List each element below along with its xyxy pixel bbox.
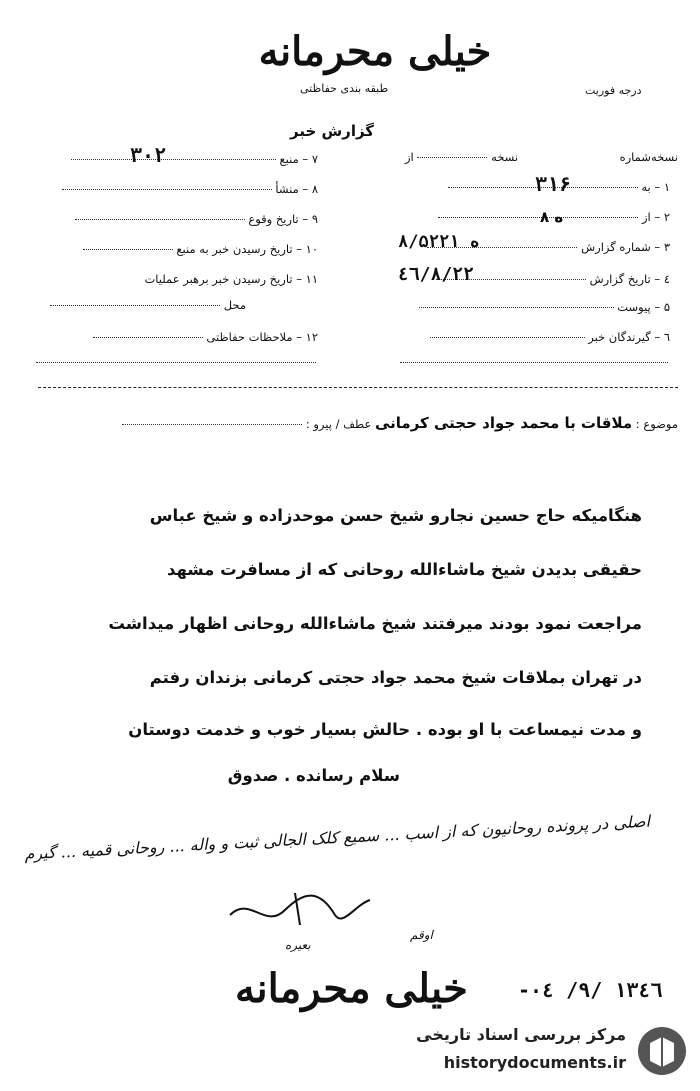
field-6: ٦ – گیرندگان خبر [395,330,670,344]
field-4: ٤ – تاریخ گزارش [395,272,670,286]
signature-mark-1: اوقم [410,928,433,942]
field-1: ۱ – به [395,180,670,194]
watermark-url: historydocuments.ir [443,1053,626,1072]
subject-row [122,414,678,432]
classification-label: طبقه بندی حفاظتی [300,82,389,95]
body-line-5: و مدت نیمساعت با او بوده . حالش بسیار خوب و خدمت دوستان [128,720,642,739]
field-8: ۸ – منشأ [36,182,318,196]
field-3-value: ۸/۵۲۲۱ ه [398,232,480,252]
watermark [398,1023,688,1081]
field-7: ۷ – منبع [36,152,318,166]
field-2: ۲ – از [395,210,670,224]
field-1-value: ۳۱۶ [535,172,572,196]
field-11: ۱۱ – تاریخ رسیدن خبر برهبر عملیات [144,272,318,286]
field-12: ۱۲ – ملاحظات حفاظتی [36,330,318,344]
body-line-6: سلام رسانده . صدوق [227,766,400,785]
field-7-value: ۳۰۲ [130,143,167,167]
copynumber-label: نسخه‌شماره [619,150,678,164]
body-line-4: در تهران بملاقات شیخ محمد جواد حجتی کرمانی بزندان رفتم [149,668,642,687]
body-line-2: حقیقی بدیدن شیخ ماشاءالله روحانی که از مسافرت مشهد [166,560,642,579]
footer-date: -۰٤ /۹/ ۱۳٤٦ [518,978,663,1002]
report-title: گزارش خبر [290,122,375,140]
from-label: از [405,150,414,164]
subject-label: موضوع : [635,417,678,431]
field-6-extra-line [400,362,668,363]
archive-logo-icon [636,1025,688,1077]
reference-label: عطف / پیرو : [305,417,372,431]
field-3: ۳ – شماره گزارش [395,240,670,254]
body-line-1: هنگامیکه حاج حسین نجارو شیخ حسن موحدزاده و شیخ عباس [149,506,642,525]
field-11-cont: محل [36,298,246,312]
field-10: ۱۰ – تاریخ رسیدن خبر به منبع [36,242,318,256]
handwritten-note: اصلی در پرونده روحانیون که از اسب ... سمیع کلک الجالی ثبت و واله ... روحانی قمیه ... گیرم [23,811,651,864]
copy-row [405,150,518,164]
section-divider [38,387,678,388]
urgency-label: درجه فوریت [585,84,642,97]
signature-scribble [225,885,375,940]
bottom-secret-stamp: خیلی محرمانه [235,965,468,1012]
watermark-title: مرکز بررسی اسناد تاریخی [416,1025,626,1044]
body-line-3: مراجعت نمود بودند میرفتند شیخ ماشاءالله روحانی اظهار میداشت [108,614,642,633]
copy-dots [417,157,487,158]
field-2-value: ۸ ه [540,208,564,226]
subject-value: ملاقات با محمد جواد حجتی کرمانی [374,414,633,432]
copy-label: نسخه [491,150,519,164]
top-secret-stamp: خیلی محرمانه [258,28,492,75]
field-9: ۹ – تاریخ وقوع [36,212,318,226]
field-12-extra-line [36,362,316,363]
field-4-value: ٤٦/٨/٢٢ [398,264,474,285]
signature-mark-2: بعیره [285,938,311,952]
field-5: ۵ – پیوست [395,300,670,314]
